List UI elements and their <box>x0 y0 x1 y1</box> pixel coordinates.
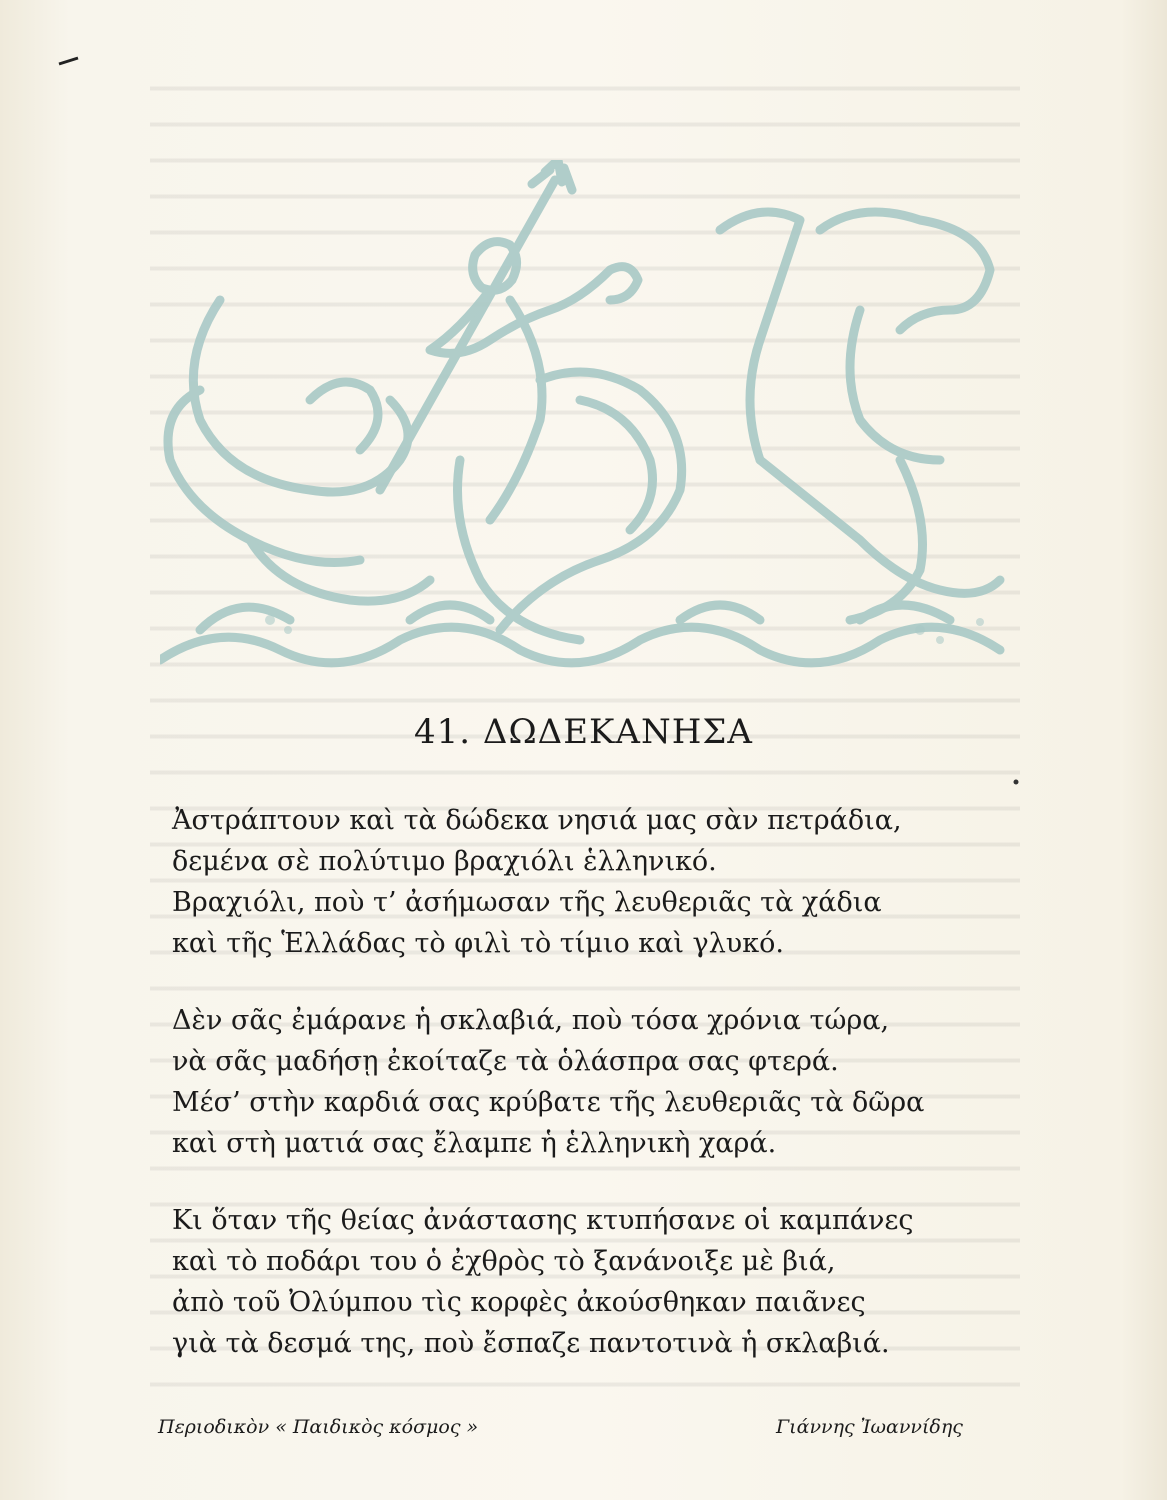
poem-line: Ἀστράπτουν καὶ τὰ δώδεκα νησιά μας σὰν πετράδια, <box>172 805 902 836</box>
poem-line: Μέσ’ στὴν καρδιά σας κρύβατε τῆς λευθεριᾶς τὰ δῶρα <box>172 1087 925 1118</box>
source-credit: Περιοδικὸν « Παιδικὸς κόσμος » <box>158 1416 479 1438</box>
poem-line: δεμένα σὲ πολύτιμο βραχιόλι ἑλληνικό. <box>172 846 717 877</box>
poem-line: γιὰ τὰ δεσμά της, ποὺ ἔσπαζε παντοτινὰ ἡ σκλαβιά. <box>172 1328 890 1359</box>
stanza-2 <box>172 1000 1052 1164</box>
poem-title: 41. ΔΩΔΕΚΑΝΗΣΑ <box>414 712 753 752</box>
poem-line: ἀπὸ τοῦ Ὀλύμπου τὶς κορφὲς ἀκούσθηκαν παιᾶνες <box>172 1287 866 1318</box>
poem-line: Δὲν σᾶς ἐμάρανε ἡ σκλαβιά, ποὺ τόσα χρόνια τώρα, <box>172 1005 890 1036</box>
poseidon-sea-horses-illustration-icon <box>160 160 1020 680</box>
poem-line: νὰ σᾶς μαδήσῃ ἐκοίταζε τὰ ὁλάσπρα σας φτερά. <box>172 1046 839 1077</box>
poem-line: καὶ στὴ ματιά σας ἔλαμπε ἡ ἑλληνικὴ χαρά. <box>172 1128 777 1159</box>
ink-mark <box>58 56 80 66</box>
poem-line: Κι ὅταν τῆς θείας ἀνάστασης κτυπήσανε οἱ καμπάνες <box>172 1205 914 1236</box>
stanza-3 <box>172 1200 1052 1364</box>
poem-line: καὶ τῆς Ἑλλάδας τὸ φιλὶ τὸ τίμιο καὶ γλυκό. <box>172 928 784 959</box>
stanza-1 <box>172 800 1052 964</box>
author-credit: Γιάννης Ἰωαννίδης <box>776 1416 963 1438</box>
poem-line: καὶ τὸ ποδάρι του ὁ ἐχθρὸς τὸ ξανάνοιξε μὲ βιά, <box>172 1246 836 1277</box>
poem-line: Βραχιόλι, ποὺ τ’ ἀσήμωσαν τῆς λευθεριᾶς τὰ χάδια <box>172 887 882 918</box>
ink-mark <box>1012 778 1020 786</box>
